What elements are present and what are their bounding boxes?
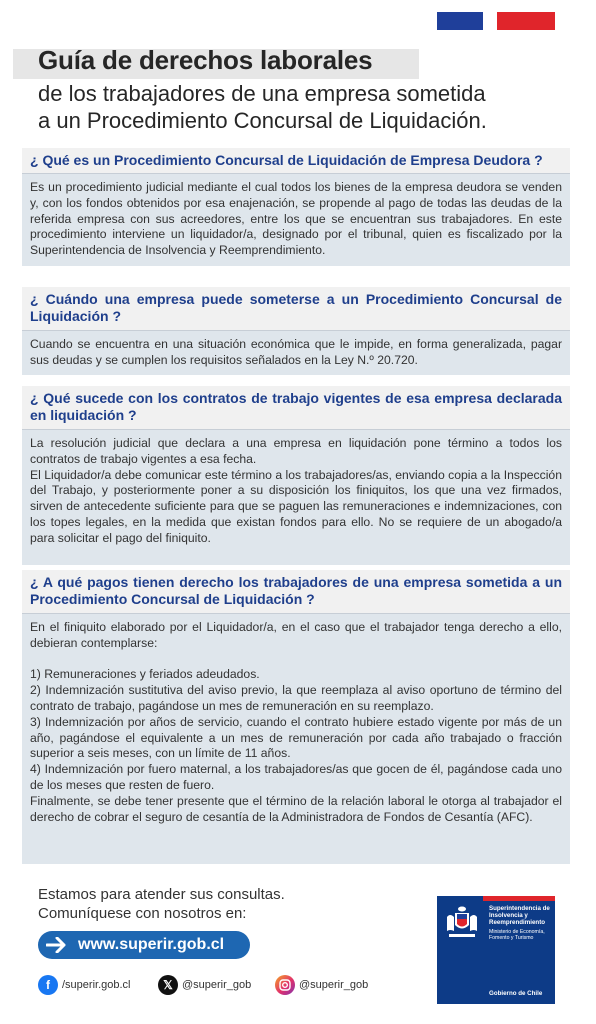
- x-handle: @superir_gob: [182, 979, 252, 991]
- faq-question-box: [22, 386, 570, 430]
- arrow-right-icon: [46, 937, 68, 953]
- chile-flag-stripe: [437, 12, 555, 30]
- faq-question: ¿ Cuándo una empresa puede someterse a un Procedimiento Concursal de Liquidación ?: [30, 291, 562, 324]
- faq-question: ¿ Qué sucede con los contratos de trabajo vigentes de esa empresa declarada en liquidación ?: [30, 390, 562, 423]
- faq-answer-list-item: 1) Remuneraciones y feriados adeudados.: [30, 667, 260, 682]
- gov-ministry-name: Ministerio de Economía, Fomento y Turismo: [489, 929, 545, 941]
- x-icon: 𝕏: [158, 975, 178, 995]
- faq-answer-paragraph: La resolución judicial que declara a una empresa en liquidación pone término a todos los contratos de trabajo vigentes a esa fecha.: [30, 436, 562, 466]
- faq-question: ¿ Qué es un Procedimiento Concursal de Liquidación de Empresa Deudora ?: [30, 152, 543, 168]
- paragraph-spacer: [30, 652, 562, 668]
- faq-answer-paragraph: Cuando se encuentra en una situación económica que le impide, en forma generalizada, pagar sus deudas y se cumplen los requisitos señalados en la Ley N.º 20.720.: [30, 337, 562, 367]
- contact-text-line-2: Comuníquese con nosotros en:: [38, 905, 247, 922]
- faq-answer-box: [22, 174, 570, 266]
- coat-of-arms-icon: [443, 905, 481, 939]
- instagram-icon: [275, 975, 295, 995]
- faq-answer-paragraph: Es un procedimiento judicial mediante el cual todos los bienes de la empresa deudora se venden y, con los fondos obtenidos por esa enajenación, se propende al pago de todas las deudas de la referida empresa con sus acreedores, entre los que se encuentran sus trabajadores. En este procedimiento interviene un liquidador/a, designado por el tribunal, quien es fiscalizado por la Superintendencia de Insolvencia y Reemprendimiento.: [30, 180, 562, 258]
- facebook-handle: /superir.gob.cl: [62, 979, 131, 991]
- page-title: Guía de derechos laborales: [38, 45, 373, 75]
- faq-section-4: [22, 570, 570, 864]
- faq-answer-paragraph: El Liquidador/a debe comunicar este término a los trabajadores/as, enviando copia a la Inspección del Trabajo, y posteriormente poner a su disposición los finiquitos, los que una vez firmados, sirven de antecedente suficiente para que se paguen las remuneraciones e indemnizaciones, con los topes legales, en la medida que existan fondos para ello. No se requiere de un abogado/a para solicitar el pago del finiquito.: [30, 467, 562, 545]
- faq-answer-box: [22, 430, 570, 565]
- faq-answer-list-item: 2) Indemnización sustitutiva del aviso previo, la que reemplaza al aviso oportuno de término del contrato de trabajo, pagándose un mes de remuneración en su reemplazo.: [30, 683, 562, 713]
- x-link[interactable]: [158, 975, 251, 995]
- faq-answer-box: [22, 614, 570, 864]
- facebook-link[interactable]: [38, 975, 130, 995]
- faq-answer-box: [22, 331, 570, 375]
- gov-agency-name: Superintendencia de Insolvencia y Reemprendimiento: [489, 905, 550, 926]
- gov-government-name: Gobierno de Chile: [489, 990, 543, 997]
- page-subtitle-line-1: de los trabajadores de una empresa sometida: [38, 81, 486, 106]
- instagram-link[interactable]: [275, 975, 368, 995]
- website-link-button[interactable]: [38, 931, 250, 959]
- faq-answer-list-item: 4) Indemnización por fuero maternal, a los trabajadores/as que gocen de él, pagándose cada uno de los meses que resten de fuero.: [30, 762, 562, 792]
- website-url: www.superir.gob.cl: [78, 936, 225, 953]
- facebook-icon: f: [38, 975, 58, 995]
- faq-answer-paragraph: Finalmente, se debe tener presente que el término de la relación laboral le otorga al trabajador el derecho de cobrar el seguro de cesantía de la Administradora de Fondos de Cesantía (AFC).: [30, 793, 562, 824]
- instagram-handle: @superir_gob: [299, 979, 369, 991]
- faq-section-3: [22, 386, 570, 565]
- government-logo: [437, 896, 555, 1004]
- faq-question-box: [22, 287, 570, 331]
- faq-question-box: [22, 570, 570, 614]
- contact-text-line-1: Estamos para atender sus consultas.: [38, 886, 285, 903]
- faq-answer-list-item: 3) Indemnización por años de servicio, cuando el contrato hubiere estado vigente por más de un año, pagándose el equivalente a un mes de remuneración por cada año trabajado o fracción superior a seis meses, con un límite de 11 años.: [30, 714, 562, 761]
- faq-question-box: [22, 148, 570, 174]
- page-subtitle-line-2: a un Procedimiento Concursal de Liquidación.: [38, 108, 487, 133]
- faq-section-2: [22, 287, 570, 375]
- faq-question: ¿ A qué pagos tienen derecho los trabajadores de una empresa sometida a un Procedimiento Concursal de Liquidación ?: [30, 574, 562, 607]
- faq-section-1: [22, 148, 570, 266]
- faq-answer-paragraph: En el finiquito elaborado por el Liquidador/a, en el caso que el trabajador tenga derecho a ello, debieran contemplarse:: [30, 620, 562, 650]
